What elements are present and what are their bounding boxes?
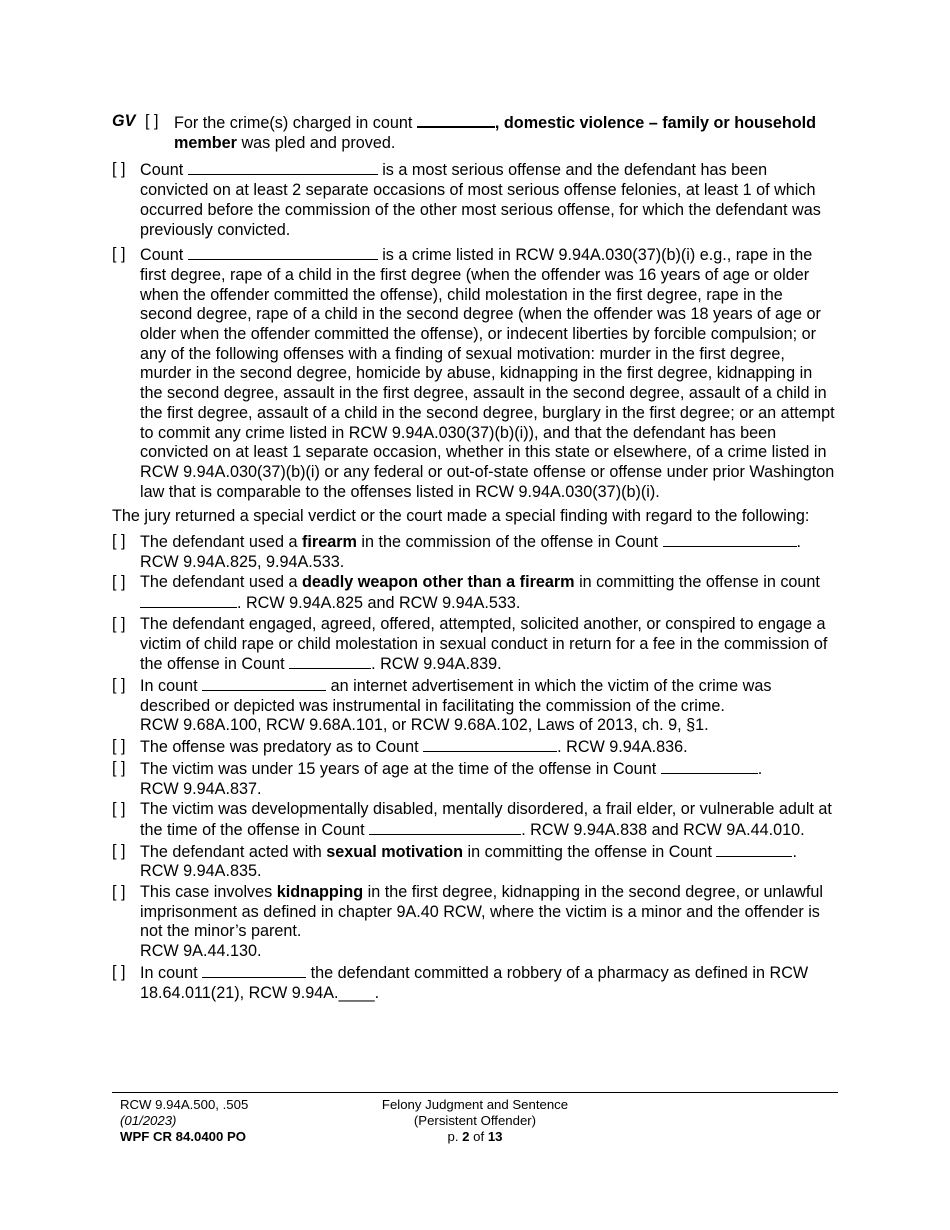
count-blank[interactable] <box>423 737 557 752</box>
checkbox[interactable]: [ ] <box>112 614 126 633</box>
item-text: is a most serious offense and the defendant has been convicted on at least 2 separate occasions of most serious offense felonies, at least 1 of which occurred before the commission of the other most serious offense, for which the defendant was previously convicted. <box>140 161 821 239</box>
footer-divider <box>112 1092 838 1093</box>
finding-text: in the commission of the offense in Count <box>361 533 659 552</box>
special-verdict-intro: The jury returned a special verdict or the court made a special finding with regard to the following: <box>112 507 810 526</box>
count-blank[interactable] <box>369 820 521 835</box>
deadly-weapon-finding <box>112 573 838 613</box>
count-blank[interactable] <box>202 963 306 978</box>
finding-text: . RCW 9.94A.825 and RCW 9.94A.533. <box>237 594 521 613</box>
finding-citation: RCW 9.94A.835. <box>140 862 262 881</box>
finding-text: the defendant committed a robbery of a pharmacy as defined in RCW 18.64.011(21), RCW 9.94A. <box>140 963 809 1002</box>
footer-form-title: Felony Judgment and Sentence <box>381 1097 569 1112</box>
footer-form-subtitle: (Persistent Offender) <box>413 1113 537 1128</box>
checkbox[interactable]: [ ] <box>112 573 126 592</box>
predatory-finding <box>112 737 838 758</box>
finding-bold: deadly weapon other than a firearm <box>302 573 575 592</box>
finding-bold: sexual motivation <box>326 842 464 861</box>
finding-text: . <box>792 842 797 861</box>
pharmacy-robbery-finding <box>112 963 838 1003</box>
count-blank[interactable] <box>202 676 326 691</box>
footer-page-number: p. 2 of 13 <box>447 1129 503 1144</box>
checkbox[interactable]: [ ] <box>112 160 126 179</box>
count-blank[interactable] <box>289 654 371 669</box>
finding-text: The defendant acted with <box>140 842 322 861</box>
internet-advertisement-finding <box>112 676 838 736</box>
count-blank[interactable] <box>661 759 758 774</box>
checkbox[interactable]: [ ] <box>112 737 126 756</box>
checkbox[interactable]: [ ] <box>112 841 126 860</box>
vulnerable-victim-finding <box>112 800 838 840</box>
footer-form-number: WPF CR 84.0400 PO <box>120 1129 247 1144</box>
finding-text: The defendant used a <box>140 533 298 552</box>
gv-bold-text: domestic violence – family or household member <box>174 114 817 152</box>
count-blank[interactable] <box>716 842 792 857</box>
footer-revision-date: (01/2023) <box>120 1113 177 1128</box>
finding-text: The defendant used a <box>140 573 298 592</box>
finding-citation: RCW 9.94A.837. <box>140 779 262 798</box>
finding-text: . <box>757 759 763 778</box>
finding-text: an internet advertisement in which the victim of the crime was described or depicted was instrumental in facilitating the commission of the crime. <box>140 676 772 715</box>
item-text: is a crime listed in RCW 9.94A.030(37)(b)(i) e.g., rape in the first degree, rape of a child in the first degree (when the offender was 16 years of age or older when the offender committed the offense), child molestation in the first degree, rape in the second degree, rape of a child in the second degree (when the offender was 18 years of age or older when the offender committed the offense), or indecent liberties by forcible compulsion; or any of the following offenses with a finding of sexual motivation: murder in the first degree, murder in the second degree, homicide by abuse, kidnapping in the first degree, kidnapping in the second degree, assault in the first degree, assault in the second degree, assault of a child in the first degree, assault of a child in the second degree, burglary in the first degree; or an attempt to commit any crime listed in RCW 9.94A.030(37)(b)(i)), and that the defendant has been convicted on at least 1 separate occasion, whether in this state or elsewhere, of a crime listed in RCW 9.94A.030(37)(b)(i) or any federal or out-of-state offense or offense under prior Washington law that is comparable to the offenses listed in RCW 9.94A.030(37)(b)(i). <box>140 246 835 501</box>
gv-count-blank[interactable] <box>417 112 495 128</box>
finding-text: . RCW 9.94A.836. <box>557 738 688 757</box>
finding-text: The defendant engaged, agreed, offered, attempted, solicited another, or conspired to engage a victim of child rape or child molestation in sexual conduct in return for a fee in the commission of the offense in Count <box>140 614 828 674</box>
checkbox[interactable]: [ ] <box>112 675 126 694</box>
finding-text: . RCW 9.94A.839. <box>371 655 502 674</box>
finding-citation: RCW 9.68A.100, RCW 9.68A.101, or RCW 9.68A.102, Laws of 2013, ch. 9, §1. <box>140 716 709 735</box>
kidnapping-finding <box>112 883 838 962</box>
finding-text: in committing the offense in count <box>579 573 820 592</box>
footer-center <box>330 1097 620 1145</box>
finding-text: In count <box>140 963 198 982</box>
sexual-motivation-finding <box>112 842 838 882</box>
count-blank[interactable] <box>140 593 237 608</box>
listed-crime-item <box>112 245 838 502</box>
child-sex-fee-finding <box>112 615 838 675</box>
rcw-section-blank[interactable]: ____ <box>338 983 375 1002</box>
finding-text: in the first degree, kidnapping in the second degree, or unlawful imprisonment as defined in chapter 9A.40 RCW, where the victim is a minor and the offender is not the minor’s parent. <box>140 883 823 941</box>
checkbox[interactable]: [ ] <box>112 962 126 981</box>
finding-bold: kidnapping <box>276 883 364 902</box>
gv-tag: GV <box>112 112 136 130</box>
count-blank[interactable] <box>663 532 797 547</box>
finding-text: The victim was under 15 years of age at the time of the offense in Count <box>140 759 657 778</box>
gv-comma: , <box>494 114 500 132</box>
finding-text: . RCW 9.94A.838 and RCW 9A.44.010. <box>521 820 805 839</box>
finding-text: This case involves <box>140 883 273 902</box>
count-blank[interactable] <box>188 160 378 175</box>
most-serious-offense-item <box>112 160 838 240</box>
count-prefix: Count <box>140 161 184 180</box>
checkbox[interactable]: [ ] <box>112 532 126 551</box>
finding-text: . <box>374 983 380 1002</box>
gv-checkbox[interactable]: [ ] <box>145 112 159 130</box>
finding-text: The victim was developmentally disabled, mentally disordered, a frail elder, or vulnerable adult at the time of the offense in Count <box>140 800 832 839</box>
finding-text: In count <box>140 676 198 695</box>
finding-citation: RCW 9.94A.825, 9.94A.533. <box>140 552 345 571</box>
finding-citation: RCW 9A.44.130. <box>140 942 262 961</box>
gv-text-2: was pled and proved. <box>241 133 396 152</box>
finding-text: . <box>796 533 802 552</box>
checkbox[interactable]: [ ] <box>112 800 126 819</box>
count-blank[interactable] <box>188 245 378 260</box>
gv-text-1: For the crime(s) charged in count <box>174 114 413 132</box>
footer-left <box>120 1097 248 1145</box>
footer-statute: RCW 9.94A.500, .505 <box>120 1097 249 1112</box>
finding-bold: firearm <box>302 533 357 552</box>
firearm-finding <box>112 532 838 572</box>
finding-text: The offense was predatory as to Count <box>140 738 419 757</box>
checkbox[interactable]: [ ] <box>112 245 126 264</box>
checkbox[interactable]: [ ] <box>112 883 126 902</box>
document-body <box>112 112 838 1004</box>
victim-under-15-finding <box>112 759 838 799</box>
finding-text: in committing the offense in Count <box>467 842 712 861</box>
checkbox[interactable]: [ ] <box>112 758 126 777</box>
gv-finding <box>112 112 838 153</box>
count-prefix: Count <box>140 246 184 265</box>
